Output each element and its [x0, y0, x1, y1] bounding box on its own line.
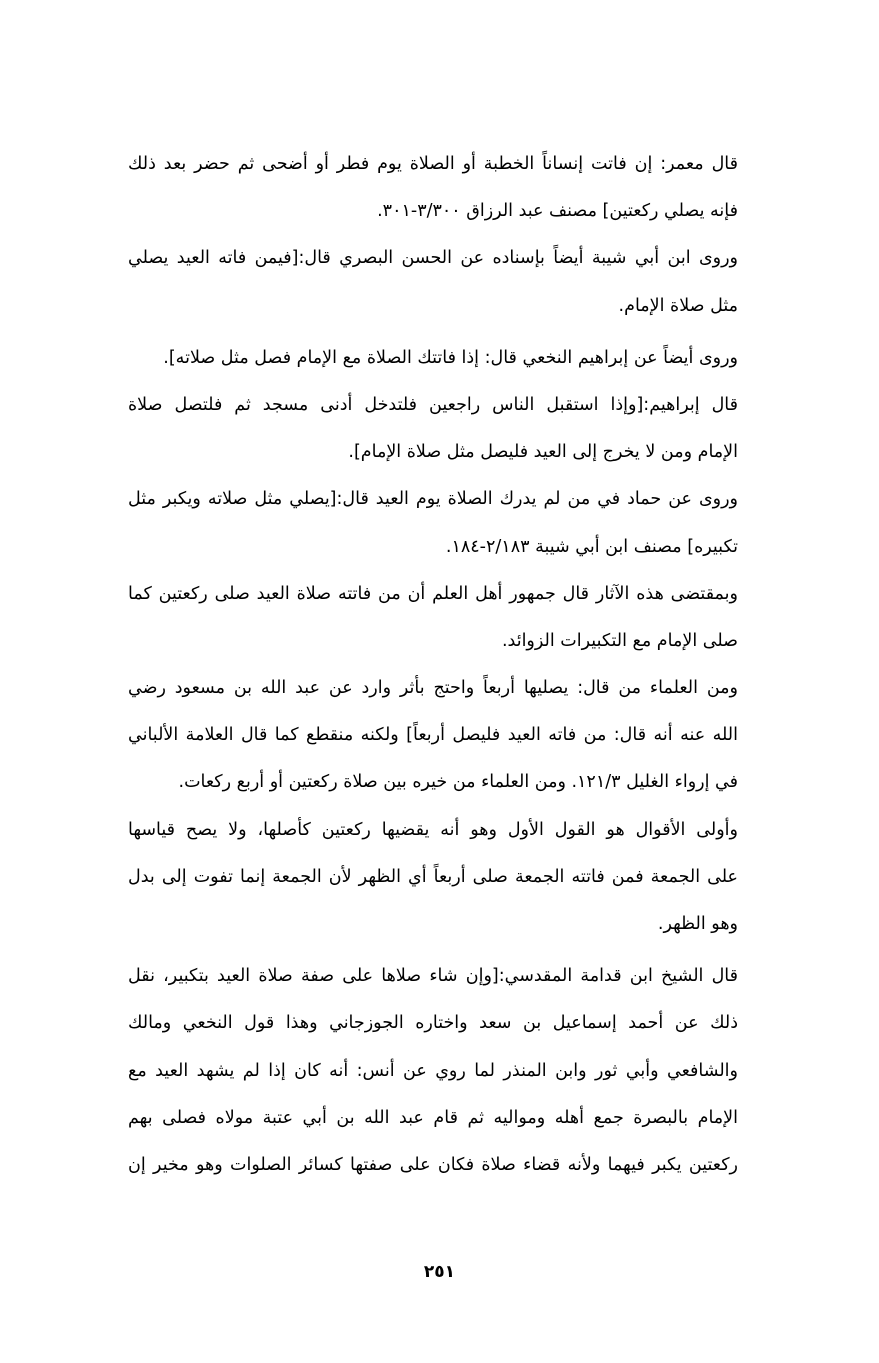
text-line: وروى عن حماد في من لم يدرك الصلاة يوم العيد قال:[يصلي مثل صلاته ويكبر مثل — [128, 489, 738, 510]
text-line: ذلك عن أحمد إسماعيل بن سعد واختاره الجوزجاني وهذا قول النخعي ومالك — [128, 1013, 738, 1034]
page-number: ٢٥١ — [423, 1262, 456, 1282]
text-line: فإنه يصلي ركعتين] مصنف عبد الرزاق ٣/٣٠٠-٣٠١. — [377, 201, 738, 222]
text-line: ركعتين يكبر فيهما ولأنه قضاء صلاة فكان على صفتها كسائر الصلوات وهو مخير إن — [128, 1154, 738, 1175]
text-line: قال الشيخ ابن قدامة المقدسي:[وإن شاء صلاها على صفة صلاة العيد بتكبير، نقل — [128, 966, 738, 987]
text-line: وهو الظهر. — [657, 914, 738, 934]
body-text — [128, 141, 738, 1189]
text-line: الإمام ومن لا يخرج إلى العيد فليصل مثل صلاة الإمام]. — [348, 442, 738, 463]
text-line: ومن العلماء من قال: يصليها أربعاً واحتج بأثر وارد عن عبد الله بن مسعود رضي — [128, 678, 738, 699]
text-line: صلى الإمام مع التكبيرات الزوائد. — [501, 630, 738, 651]
text-line: قال إبراهيم:[وإذا استقبل الناس راجعين فلتدخل أدنى مسجد ثم فلتصل صلاة — [128, 394, 738, 415]
text-line: الإمام بالبصرة جمع أهله ومواليه ثم قام عبد الله بن أبي عتبة مولاه فصلى بهم — [128, 1107, 738, 1128]
text-line: وروى أيضاً عن إبراهيم النخعي قال: إذا فاتتك الصلاة مع الإمام فصل مثل صلاته]. — [163, 347, 738, 368]
text-line: وبمقتضى هذه الآثار قال جمهور أهل العلم أن من فاتته صلاة العيد صلى ركعتين كما — [128, 583, 738, 604]
text-line: وروى ابن أبي شيبة أيضاً بإسناده عن الحسن البصري قال:[فيمن فاته العيد يصلي — [128, 248, 738, 269]
text-line: والشافعي وأبي ثور وابن المنذر لما روي عن أنس: أنه كان إذا لم يشهد العيد مع — [128, 1060, 738, 1081]
text-line: في إرواء الغليل ١٢١/٣. ومن العلماء من خيره بين صلاة ركعتين أو أربع ركعات. — [178, 772, 738, 793]
text-line: على الجمعة فمن فاتته الجمعة صلى أربعاً أي الظهر لأن الجمعة إنما تفوت إلى بدل — [128, 866, 738, 887]
text-line: وأولى الأقوال هو القول الأول وهو أنه يقضيها ركعتين كأصلها، ولا يصح قياسها — [128, 819, 738, 840]
text-line: تكبيره] مصنف ابن أبي شيبة ٢/١٨٣-١٨٤. — [445, 536, 738, 557]
text-line: الله عنه أنه قال: من فاته العيد فليصل أربعاً] ولكنه منقطع كما قال العلامة الألباني — [128, 725, 738, 746]
text-line: قال معمر: إن فاتت إنساناً الخطبة أو الصلاة يوم فطر أو أضحى ثم حضر بعد ذلك — [128, 154, 738, 174]
text-line: مثل صلاة الإمام. — [618, 295, 738, 316]
